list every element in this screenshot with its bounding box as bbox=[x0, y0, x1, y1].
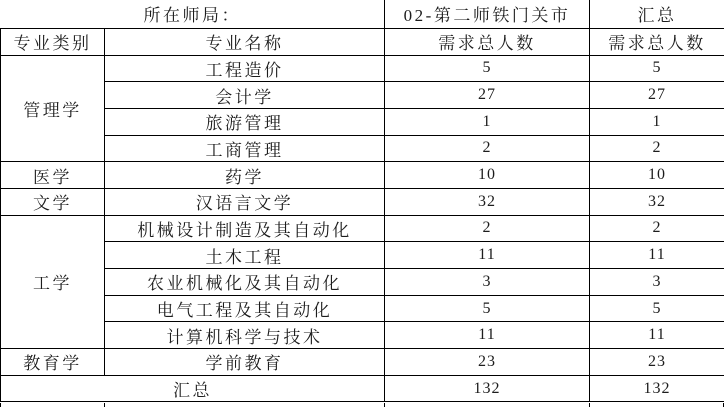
grid-tick bbox=[104, 403, 105, 407]
major-cell: 会计学 bbox=[105, 82, 385, 109]
category-cell: 医学 bbox=[1, 162, 105, 189]
total-cell: 32 bbox=[590, 188, 724, 215]
total-cell: 2 bbox=[590, 135, 724, 162]
demand-cell: 2 bbox=[385, 215, 590, 242]
demand-cell: 11 bbox=[385, 322, 590, 349]
grid-tick bbox=[589, 403, 590, 407]
table-row bbox=[1, 0, 724, 28]
category-cell: 教育学 bbox=[1, 349, 105, 376]
summary-header-cell: 汇总 bbox=[590, 0, 724, 28]
demand-cell: 5 bbox=[385, 295, 590, 322]
major-cell: 工商管理 bbox=[105, 135, 385, 162]
col-header-category: 专业类别 bbox=[1, 28, 105, 55]
major-cell: 电气工程及其自动化 bbox=[105, 295, 385, 322]
table-row bbox=[1, 28, 724, 55]
demand-cell: 11 bbox=[385, 242, 590, 269]
table-row bbox=[1, 188, 724, 215]
table-row bbox=[1, 349, 724, 376]
partial-next-row bbox=[0, 402, 724, 407]
total-cell: 11 bbox=[590, 322, 724, 349]
demand-cell: 23 bbox=[385, 349, 590, 376]
footer-total-cell: 132 bbox=[590, 375, 724, 402]
table-row bbox=[1, 82, 724, 109]
table-row bbox=[1, 55, 724, 82]
major-cell: 机械设计制造及其自动化 bbox=[105, 215, 385, 242]
major-cell: 药学 bbox=[105, 162, 385, 189]
major-cell: 工程造价 bbox=[105, 55, 385, 82]
total-cell: 5 bbox=[590, 295, 724, 322]
table-row bbox=[1, 135, 724, 162]
total-cell: 1 bbox=[590, 108, 724, 135]
footer-label-cell: 汇总 bbox=[1, 375, 385, 402]
category-cell: 工学 bbox=[1, 215, 105, 348]
major-cell: 汉语言文学 bbox=[105, 188, 385, 215]
major-cell: 计算机科学与技术 bbox=[105, 322, 385, 349]
footer-demand-cell: 132 bbox=[385, 375, 590, 402]
demand-cell: 32 bbox=[385, 188, 590, 215]
grid-tick bbox=[0, 403, 1, 407]
total-cell: 5 bbox=[590, 55, 724, 82]
demand-cell: 27 bbox=[385, 82, 590, 109]
major-cell: 农业机械化及其自动化 bbox=[105, 269, 385, 296]
total-cell: 27 bbox=[590, 82, 724, 109]
grid-tick bbox=[384, 403, 385, 407]
table-row bbox=[1, 375, 724, 402]
col-header-major: 专业名称 bbox=[105, 28, 385, 55]
col-header-summary-demand: 需求总人数 bbox=[590, 28, 724, 55]
org-label-cell: 所在师局： bbox=[1, 0, 385, 28]
table-row bbox=[1, 242, 724, 269]
total-cell: 3 bbox=[590, 269, 724, 296]
table-row bbox=[1, 295, 724, 322]
demand-cell: 3 bbox=[385, 269, 590, 296]
major-cell: 土木工程 bbox=[105, 242, 385, 269]
table-row bbox=[1, 269, 724, 296]
major-cell: 旅游管理 bbox=[105, 108, 385, 135]
total-cell: 23 bbox=[590, 349, 724, 376]
total-cell: 11 bbox=[590, 242, 724, 269]
category-cell: 文学 bbox=[1, 188, 105, 215]
table-row bbox=[1, 215, 724, 242]
demand-cell: 10 bbox=[385, 162, 590, 189]
demand-cell: 5 bbox=[385, 55, 590, 82]
demand-cell: 2 bbox=[385, 135, 590, 162]
col-header-demand: 需求总人数 bbox=[385, 28, 590, 55]
total-cell: 2 bbox=[590, 215, 724, 242]
table-row bbox=[1, 162, 724, 189]
table-row bbox=[1, 108, 724, 135]
table-row bbox=[1, 322, 724, 349]
division-header-cell: 02-第二师铁门关市 bbox=[385, 0, 590, 28]
demand-cell: 1 bbox=[385, 108, 590, 135]
category-cell: 管理学 bbox=[1, 55, 105, 162]
major-cell: 学前教育 bbox=[105, 349, 385, 376]
total-cell: 10 bbox=[590, 162, 724, 189]
